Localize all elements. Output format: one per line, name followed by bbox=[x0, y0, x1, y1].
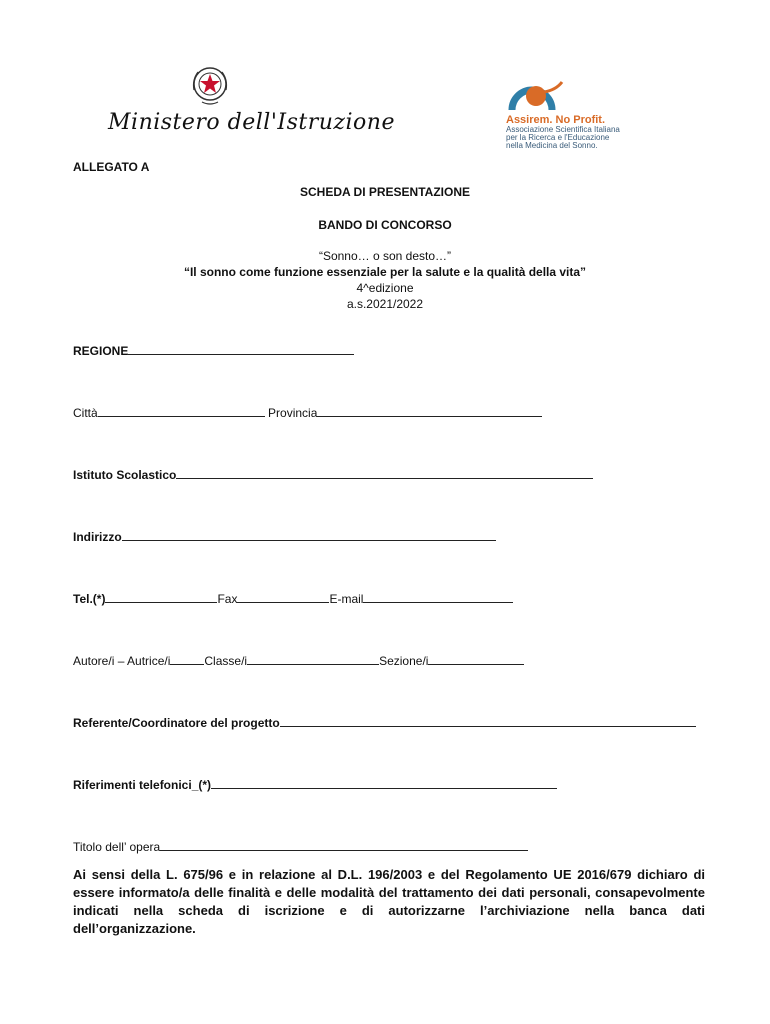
istituto-label: Istituto Scolastico bbox=[73, 468, 177, 482]
sezione-label: Sezione/i bbox=[379, 654, 429, 668]
ministry-title: Ministero dell'Istruzione bbox=[108, 110, 395, 135]
privacy-note: Ai sensi della L. 675/96 e in relazione al D.L. 196/2003 e del Regolamento UE 2016/679 dichiaro di essere informato/a delle finalità e delle modalità del trattamento dei dati personali, consapevolmente indicati nella scheda di iscrizione e di autorizzarne l’archiviazione nella banca dati dell’organizzazione. bbox=[73, 867, 705, 936]
email-label: E-mail bbox=[329, 592, 364, 606]
subtitle: “Il sonno come funzione essenziale per la salute e la qualità della vita” bbox=[183, 265, 587, 279]
motto: “Sonno… o son desto…” bbox=[318, 249, 452, 263]
classe-label: Classe/i bbox=[204, 654, 248, 668]
provincia-input[interactable] bbox=[317, 406, 542, 417]
org-name: Assirem. No Profit. bbox=[506, 114, 606, 126]
titolo-input[interactable] bbox=[160, 840, 528, 851]
citta-provincia-row bbox=[73, 406, 542, 420]
org-subtitle-line: nella Medicina del Sonno. bbox=[506, 141, 598, 150]
edizione: 4^edizione bbox=[356, 281, 414, 295]
tel-input[interactable] bbox=[105, 592, 217, 603]
referente-input[interactable] bbox=[280, 716, 696, 727]
citta-input[interactable] bbox=[98, 406, 265, 417]
classe-input[interactable] bbox=[247, 654, 379, 665]
ministry-emblem bbox=[188, 62, 232, 106]
fax-label: Fax bbox=[217, 592, 238, 606]
titolo-label: Titolo dell’ opera bbox=[73, 840, 161, 854]
riferimenti-input[interactable] bbox=[211, 778, 557, 789]
assirem-logo bbox=[500, 72, 590, 116]
referente-field bbox=[73, 716, 696, 730]
org-subtitle-line: per la Ricerca e l'Educazione bbox=[506, 133, 610, 142]
scheda-title: SCHEDA DI PRESENTAZIONE bbox=[299, 185, 470, 199]
istituto-field bbox=[73, 468, 593, 482]
indirizzo-label: Indirizzo bbox=[73, 530, 122, 544]
regione-label: REGIONE bbox=[73, 344, 129, 358]
riferimenti-label: Riferimenti telefonici_(*) bbox=[73, 778, 212, 792]
org-subtitle bbox=[506, 126, 666, 150]
titolo-field bbox=[73, 840, 528, 854]
autori-label: Autore/i – Autrice/i bbox=[73, 654, 171, 668]
email-input[interactable] bbox=[363, 592, 513, 603]
allegato-label: ALLEGATO A bbox=[73, 160, 150, 174]
riferimenti-field bbox=[73, 778, 557, 792]
indirizzo-input[interactable] bbox=[122, 530, 496, 541]
provincia-label: Provincia bbox=[268, 406, 318, 420]
sezione-input[interactable] bbox=[428, 654, 524, 665]
fax-input[interactable] bbox=[237, 592, 329, 603]
bando-title: BANDO DI CONCORSO bbox=[318, 218, 452, 232]
citta-label: Città bbox=[73, 406, 98, 420]
autori-row bbox=[73, 654, 524, 668]
regione-field bbox=[73, 344, 354, 358]
org-subtitle-line: Associazione Scientifica Italiana bbox=[506, 125, 620, 134]
contact-row bbox=[73, 592, 513, 606]
anno-scolastico: a.s.2021/2022 bbox=[346, 297, 424, 311]
istituto-input[interactable] bbox=[176, 468, 593, 479]
indirizzo-field bbox=[73, 530, 496, 544]
tel-label: Tel.(*) bbox=[73, 592, 106, 606]
autori-input[interactable] bbox=[170, 654, 204, 665]
referente-label: Referente/Coordinatore del progetto bbox=[73, 716, 280, 730]
regione-input[interactable] bbox=[128, 344, 354, 355]
